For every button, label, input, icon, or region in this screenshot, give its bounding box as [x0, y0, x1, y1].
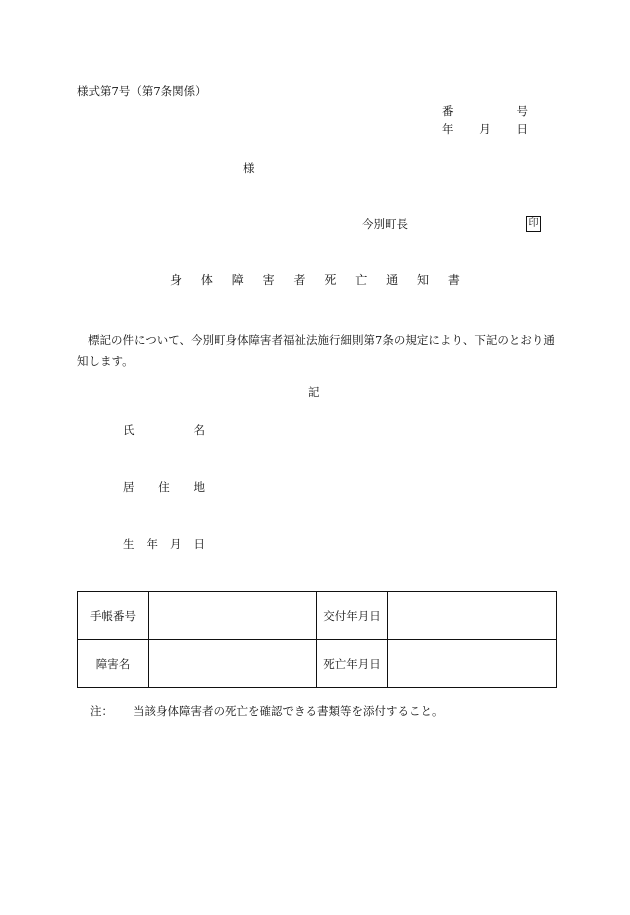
title-char: 知 [417, 273, 430, 287]
title-char: 死 [324, 273, 337, 287]
date-day: 日 [516, 122, 528, 136]
disability-name-label: 障害名 [78, 640, 149, 688]
addressee-honorific: 様 [243, 161, 255, 175]
document-date-line [442, 124, 528, 136]
title-char: 亡 [355, 273, 368, 287]
table-row [78, 640, 557, 688]
body-paragraph: 標記の件について、今別町身体障害者福祉法施行細則第7条の規定により、下記のとおり通知します。 [77, 333, 555, 368]
label-char: 居 [123, 480, 135, 494]
label-char: 月 [170, 537, 182, 551]
issuer-title: 今別町長 [362, 217, 408, 231]
title-char: 者 [293, 273, 306, 287]
title-char: 体 [200, 273, 213, 287]
title-char: 通 [386, 273, 399, 287]
issue-date-field[interactable] [388, 592, 557, 640]
info-table [77, 591, 557, 688]
footnote [90, 706, 444, 718]
title-char: 書 [447, 273, 460, 287]
label-char: 日 [193, 537, 205, 551]
note-label: 注： [90, 704, 113, 718]
table-row [78, 592, 557, 640]
document-number-line [442, 106, 528, 118]
title-char: 害 [262, 273, 275, 287]
handbook-number-field[interactable] [149, 592, 317, 640]
note-text: 当該身体障害者の死亡を確認できる書類等を添付すること。 [133, 704, 444, 718]
death-date-field[interactable] [388, 640, 557, 688]
number-prefix: 番 [442, 104, 454, 118]
field-address-label [123, 482, 205, 494]
handbook-number-label: 手帳番号 [78, 592, 149, 640]
death-date-label: 死亡年月日 [317, 640, 388, 688]
field-name-label [123, 425, 205, 437]
document-title [170, 274, 460, 286]
seal-stamp-box: 印 [526, 216, 541, 232]
title-char: 障 [231, 273, 244, 287]
ki-heading: 記 [308, 385, 320, 399]
label-char: 氏 [123, 423, 135, 437]
disability-name-field[interactable] [149, 640, 317, 688]
form-number-label: 様式第7号（第7条関係） [77, 84, 207, 98]
field-dob-label [123, 539, 205, 551]
label-char: 名 [193, 423, 205, 437]
date-year: 年 [442, 122, 454, 136]
label-char: 住 [158, 480, 170, 494]
title-char: 身 [170, 273, 183, 287]
label-char: 生 [123, 537, 135, 551]
label-char: 年 [146, 537, 158, 551]
date-month: 月 [479, 122, 491, 136]
label-char: 地 [193, 480, 205, 494]
number-suffix: 号 [516, 104, 528, 118]
issue-date-label: 交付年月日 [317, 592, 388, 640]
